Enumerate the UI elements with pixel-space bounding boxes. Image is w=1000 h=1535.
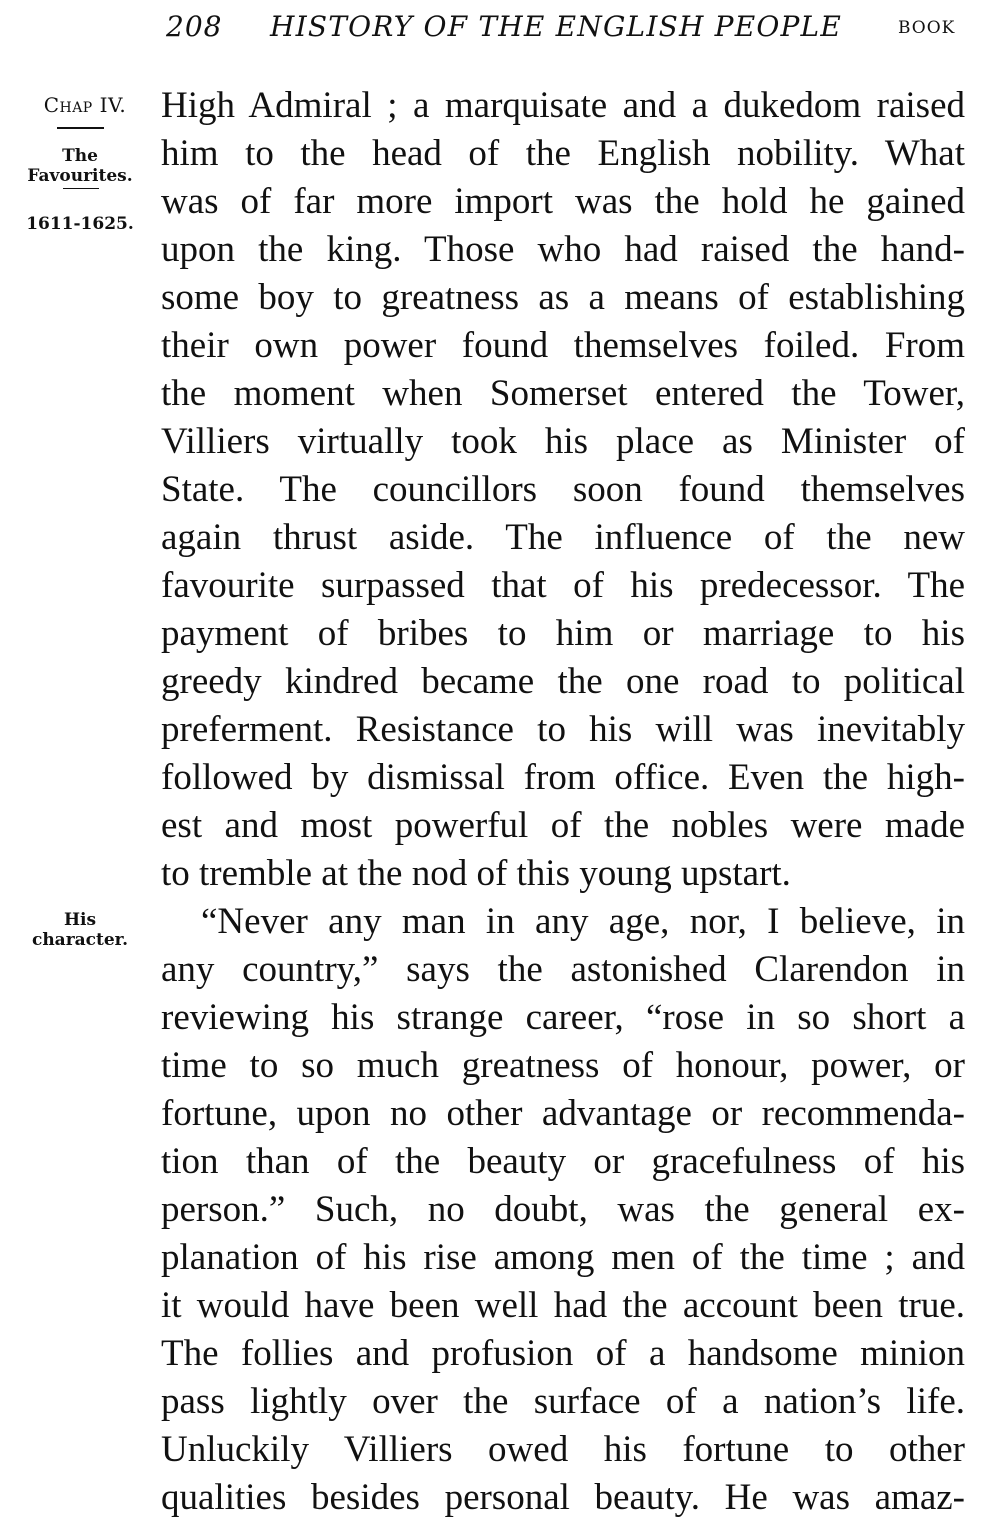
page-number: 208: [166, 10, 223, 43]
body-line: favourite surpassed that of his predecessor. The: [161, 565, 965, 606]
margin-note-character-line: character.: [31, 930, 129, 950]
body-line: again thrust aside. The influence of the new: [161, 517, 965, 558]
body-line: planation of his rise among men of the time ; and: [161, 1237, 965, 1278]
margin-note-topic-line: The: [62, 146, 98, 166]
body-line: their own power found themselves foiled. From: [161, 325, 965, 366]
body-line: Villiers virtually took his place as Minister of: [161, 421, 965, 462]
body-line: qualities besides personal beauty. He was amaz-: [161, 1477, 965, 1518]
body-line: est and most powerful of the nobles were made: [161, 805, 965, 846]
body-line: greedy kindred became the one road to political: [161, 661, 965, 702]
margin-note-topic: [10, 146, 150, 186]
margin-note-character-line: His: [63, 910, 97, 930]
body-line: the moment when Somerset entered the Tower,: [161, 373, 965, 414]
margin-note-character: [12, 910, 148, 950]
body-line: was of far more import was the hold he gained: [161, 181, 965, 222]
body-line: time to so much greatness of honour, power, or: [161, 1045, 965, 1086]
margin-note-topic-line: Favourites.: [27, 166, 133, 186]
body-line: High Admiral ; a marquisate and a dukedom raised: [161, 85, 965, 126]
body-line: followed by dismissal from office. Even the high-: [161, 757, 965, 798]
body-line: State. The councillors soon found themselves: [161, 469, 965, 510]
body-line: it would have been well had the account been true.: [161, 1285, 965, 1326]
body-line: person.” Such, no doubt, was the general ex-: [161, 1189, 965, 1230]
body-line: him to the head of the English nobility. What: [161, 133, 965, 174]
body-line: tion than of the beauty or gracefulness of his: [161, 1141, 965, 1182]
chapter-rule: [57, 127, 104, 129]
running-title: HISTORY OF THE ENGLISH PEOPLE: [270, 10, 842, 43]
margin-note-rule: [63, 188, 99, 189]
body-line: Unluckily Villiers owed his fortune to other: [161, 1429, 965, 1470]
body-line: preferment. Resistance to his will was inevitably: [161, 709, 965, 750]
body-line: some boy to greatness as a means of establishing: [161, 277, 965, 318]
body-line: payment of bribes to him or marriage to his: [161, 613, 965, 654]
body-line: pass lightly over the surface of a nation’s life.: [161, 1381, 965, 1422]
margin-note-dates: 1611-1625.: [26, 214, 134, 234]
body-line: The follies and profusion of a handsome minion: [161, 1333, 965, 1374]
body-line: reviewing his strange career, “rose in so short a: [161, 997, 965, 1038]
body-line: “Never any man in any age, nor, I believe, in: [201, 901, 965, 942]
body-line: fortune, upon no other advantage or recommenda-: [161, 1093, 965, 1134]
book-label: BOOK: [898, 18, 956, 38]
body-line: to tremble at the nod of this young upstart.: [161, 853, 791, 894]
body-line: any country,” says the astonished Clarendon in: [161, 949, 965, 990]
body-line: upon the king. Those who had raised the hand-: [161, 229, 965, 270]
chapter-label: Chap IV.: [43, 93, 127, 117]
